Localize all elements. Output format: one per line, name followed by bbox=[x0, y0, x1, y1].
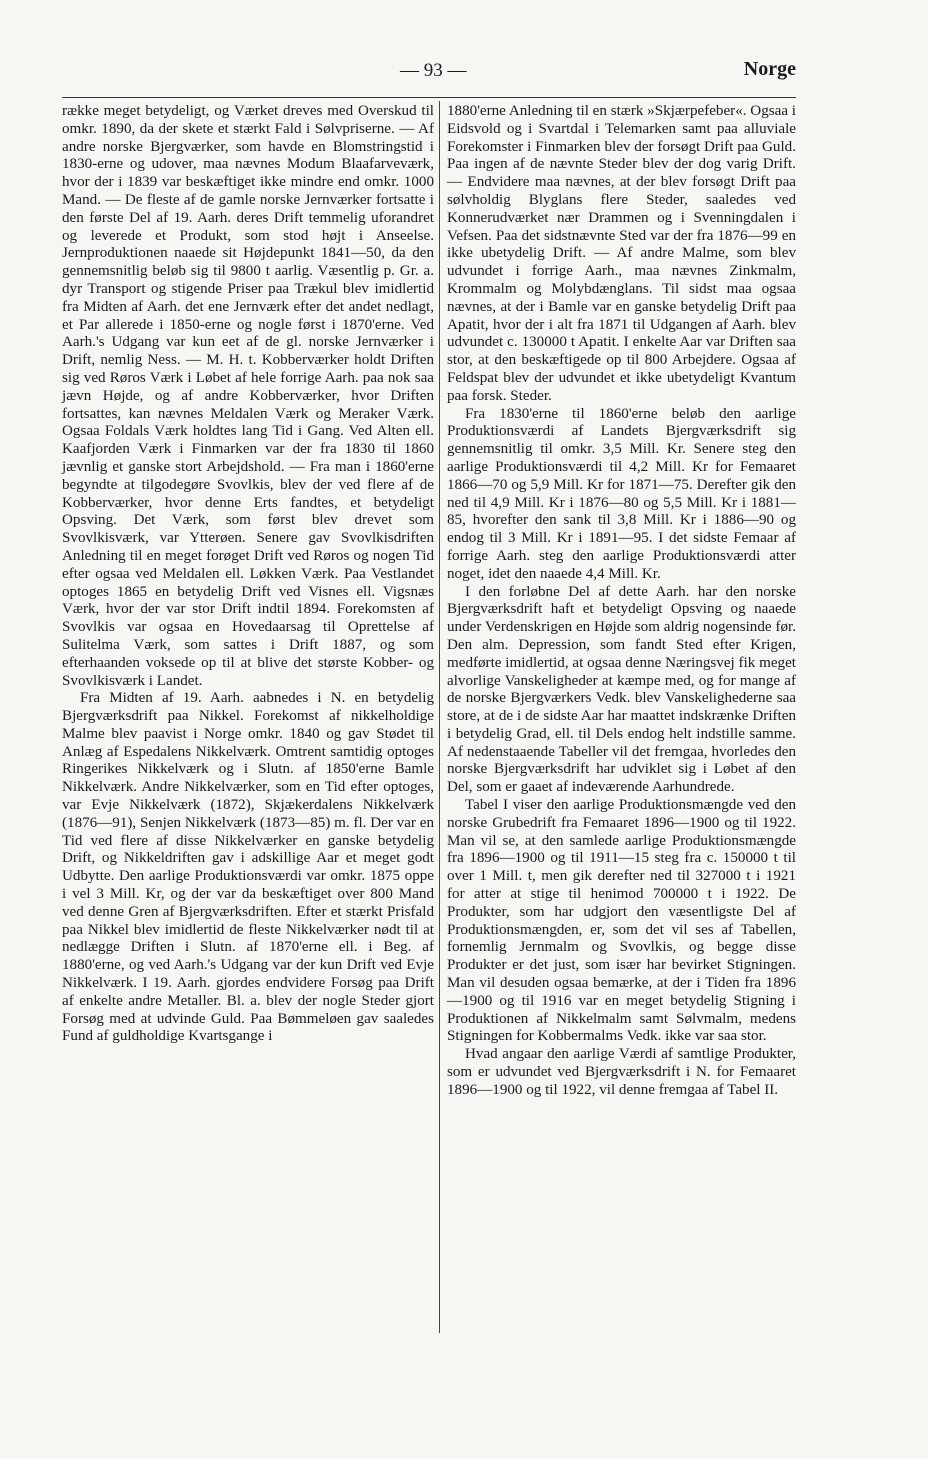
paragraph: I den forløbne Del af dette Aarh. har den norske Bjergværksdrift haft et betydeligt Opsving og naaede under Verdenskrigen en Højde som aldrig nogensinde før. Den alm. Depression, som fandt Sted efter Krigen, medførte imidlertid, at ogsaa denne Næringsvej fik meget alvorlige Vanskeligheder at kæmpe med, og for mange af de norske Bjergværkers Vedk. blev Vanskelighederne saa store, at de i de sidste Aar har maattet indskrænke Driften i betydelig Grad, ell. til Dels endog helt indstille samme. Af nedenstaaende Tabeller vil det fremgaa, hvorledes den norske Bjergværksdrift har udviklet sig i Løbet af den Del, som er gaaet af indeværende Aarhundrede. bbox=[447, 583, 796, 796]
paragraph: række meget betydeligt, og Værket dreves med Overskud til omkr. 1890, da der skete et stærkt Fald i Sølvpriserne. — Af andre norske Bjergværker, som havde en Blomstringstid i 1830-erne og udover, maa nævnes Modum Blaafarveværk, hvor der i 1839 var beskæftiget ikke mindre end omkr. 1000 Mand. — De fleste af de gamle norske Jernværker fortsatte i den første Del af 19. Aarh. deres Drift temmelig uforandret og leverede et Produkt, som stod højt i Anseelse. Jernproduktionen naaede sit Højdepunkt 1841—50, da den gennemsnitlig beløb sig til 9800 t aarlig. Væsentlig p. Gr. a. dyr Transport og stigende Priser paa Trækul blev imidlertid fra Midten af Aarh. det ene Jernværk efter det andet nedlagt, et Par allerede i 1850-erne og nogle først i 1870'erne. Ved Aarh.'s Udgang var kun eet af de gl. norske Jernværker i Drift, nemlig Ness. — M. H. t. Kobberværker holdt Driften sig ved Røros Værk i Løbet af hele forrige Aarh. paa nok saa jævn Højde, og af andre Kobberværker, hvor Driften fortsattes, kan nævnes Meldalen Værk og Meraker Værk. Ogsaa Foldals Værk holdtes lang Tid i Gang. Ved Alten ell. Kaafjorden Værk i Finmarken var der fra 1830 til 1860 jævnlig et ganske stort Arbejdshold. — Fra man i 1860'erne begyndte at tilgodegøre Svovlkis, blev der ved flere af de Kobberværker, hvor denne Erts fandtes, et betydeligt Opsving. Det Værk, som først blev drevet som Svovlkisværk, var Ytterøen. Senere gav Svovlkisdriften Anledning til en meget forøget Drift ved Røros og nogen Tid efter ogsaa ved Meldalen ell. Løkken Værk. Paa Vestlandet optoges 1865 en betydelig Drift ved Visnes ell. Vigsnæs Værk, hvor der var stor Drift indtil 1894. Forekomsten af Svovlkis var ogsaa en Hovedaarsag til Oprettelse af Sulitelma Værk, som sattes i Drift 1887, og som efterhaanden voksede op til at blive det største Kobber- og Svovlkisværk i Landet. bbox=[62, 103, 434, 689]
paragraph: Hvad angaar den aarlige Værdi af samtlige Produkter, som er udvundet ved Bjergværksdrift i N. for Femaaret 1896—1900 og til 1922, vil denne fremgaa af Tabel II. bbox=[447, 1046, 796, 1098]
paragraph: Fra Midten af 19. Aarh. aabnedes i N. en betydelig Bjergværksdrift paa Nikkel. Forekomst af nikkelholdige Malme blev paavist i Norge omkr. 1840 og gav Stødet til Anlæg af Espedalens Nikkelværk. Omtrent samtidig optoges Ringerikes Nikkelværk og i Slutn. af 1850'erne Bamle Nikkelværk. Andre Nikkelværker, som en Tid efter optoges, var Evje Nikkelværk (1872), Skjækerdalens Nikkelværk (1876—91), Senjen Nikkelværk (1873—85) m. fl. Der var en Tid ved flere af disse Nikkelværker en ganske betydelig Drift, og Nikkeldriften gav i adskillige Aar et meget godt Udbytte. Den aarlige Produktionsværdi var omkr. 1875 oppe i vel 3 Mill. Kr, og der var da beskæftiget over 800 Mand ved denne Gren af Bjergværksdriften. Efter et stærkt Prisfald paa Nikkel blev imidlertid de fleste Nikkelværker nødt til at nedlægge Driften i Slutn. af 1870'erne ell. i Beg. af 1880'erne, og ved Aarh.'s Udgang var der kun Drift ved Evje Nikkelværk. I 19. Aarh. gjordes endvidere Forsøg paa Drift af enkelte andre Metaller. Bl. a. blev der nogle Steder gjort Forsøg med at udvinde Guld. Paa Bømmeløen gav saaledes Fund af guldholdige Kvartsgange i bbox=[62, 690, 434, 1045]
left-column bbox=[62, 103, 434, 1046]
running-title: Norge bbox=[743, 58, 796, 80]
page-number: — 93 — bbox=[400, 60, 467, 81]
page-header bbox=[62, 58, 796, 88]
right-column bbox=[447, 103, 796, 1100]
paragraph: Fra 1830'erne til 1860'erne beløb den aarlige Produktionsværdi af Landets Bjergværksdrift sig gennemsnitlig til omkr. 3,5 Mill. Kr. Senere steg den aarlige Produktionsværdi til 4,2 Mill. Kr for Femaaret 1866—70 og 5,9 Mill. Kr for 1871—75. Derefter gik den ned til 4,9 Mill. Kr i 1876—80 og 5,5 Mill. Kr i 1881—85, hvorefter den sank til 3,8 Mill. Kr i 1886—90 og endog til 3 Mill. Kr i 1891—95. I det sidste Femaar af forrige Aarh. steg den aarlige Produktionsværdi atter noget, idet den naaede 4,4 Mill. Kr. bbox=[447, 405, 796, 582]
paragraph: Tabel I viser den aarlige Produktionsmængde ved den norske Grubedrift fra Femaaret 1896—1900 og til 1922. Man vil se, at den samlede aarlige Produktionsmængde fra 1896—1900 og til 1911—15 steg fra c. 150000 t til over 1 Mill. t, men gik derefter ned til 327000 t i 1921 for atter at stige til henimod 700000 t i 1922. De Produkter, som har udgjort den væsentligste Del af Produktionsmængden, er, som det vil ses af Tabellen, fornemlig Jernmalm og Svovlkis, og begge disse Produkter er det just, som især har bevirket Stigningen. Man vil desuden ogsaa bemærke, at der i Tiden fra 1896—1900 og til 1916 var en meget betydelig Stigning i Produktionen af Nikkelmalm samt Sølvmalm, medens Stigningen for Kobbermalms Vedk. ikke var saa stor. bbox=[447, 797, 796, 1045]
header-rule bbox=[62, 97, 796, 98]
column-divider bbox=[439, 101, 440, 1333]
paragraph: 1880'erne Anledning til en stærk »Skjærpefeber«. Ogsaa i Eidsvold og i Svartdal i Telemarken samt paa alluviale Forekomster i Finmarken blev der forsøgt Drift paa Guld. Paa ingen af de nævnte Steder blev der dog varig Drift. — Endvidere maa nævnes, at der blev forsøgt Drift paa sølvholdig Blyglans flere Steder, saaledes ved Konnerudværket nær Drammen og i Svenningdalen i Vefsen. Paa det sidstnævnte Sted var der fra 1876—99 en ikke ubetydelig Drift. — Af andre Malme, som blev udvundet i forrige Aarh., maa nævnes Zinkmalm, Krommalm og Molybdænglans. Til sidst maa ogsaa nævnes, at der i Bamle var en ganske betydelig Drift paa Apatit, hvor der i alt fra 1871 til Udgangen af Aarh. blev udvundet c. 130000 t Apatit. I enkelte Aar var Driften saa stor, at den beskæftigede op til 800 Arbejdere. Ogsaa af Feldspat blev der udvundet et ikke ubetydeligt Kvantum paa forsk. Steder. bbox=[447, 103, 796, 404]
